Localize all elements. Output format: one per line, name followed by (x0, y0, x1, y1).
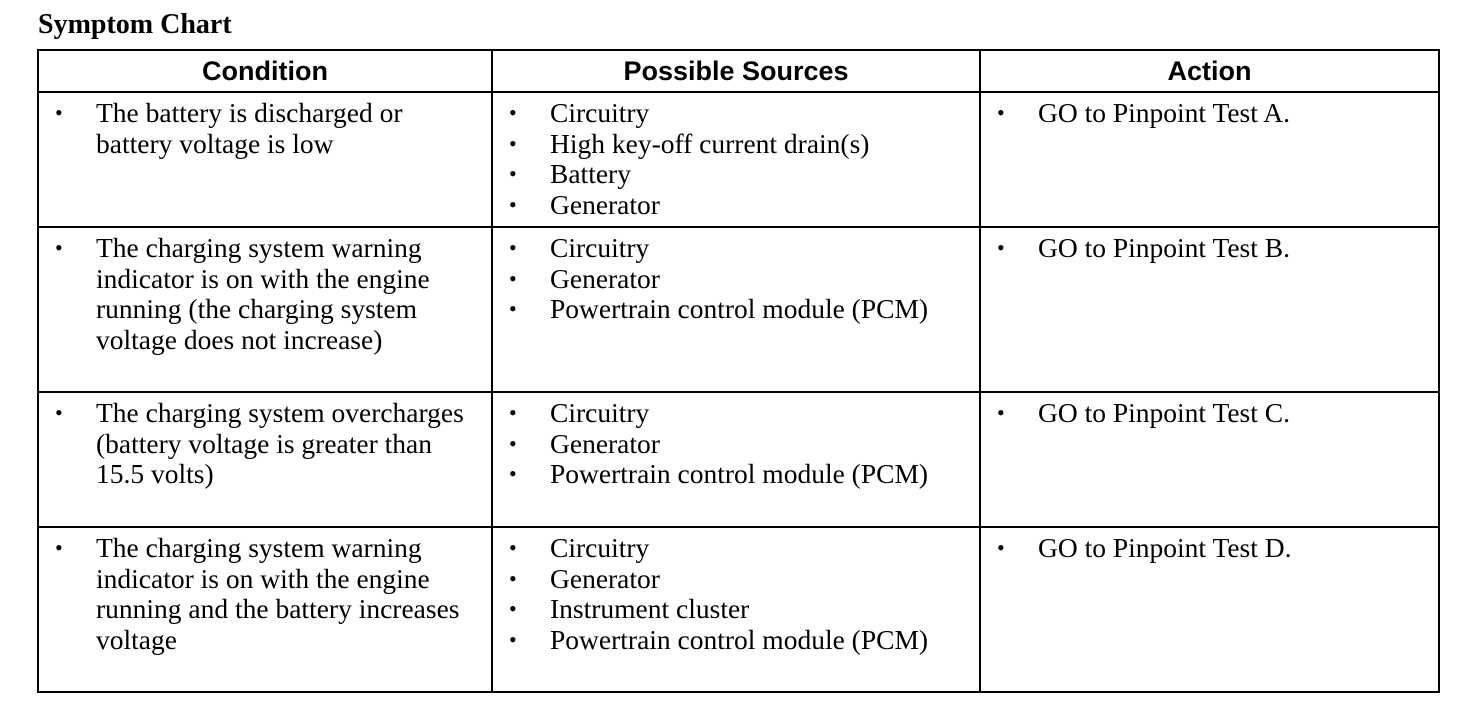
list-item (981, 398, 1430, 429)
list-item (493, 625, 971, 656)
source-text: Generator (550, 262, 660, 294)
list-item (39, 98, 483, 159)
source-text: Circuitry (550, 532, 650, 563)
condition-text: The battery is discharged or battery voltage is low (96, 97, 403, 159)
list-item (493, 398, 971, 429)
source-text: Powertrain control module (PCM) (550, 623, 929, 655)
list-item (39, 398, 483, 490)
bullet-icon: • (55, 400, 63, 425)
action-text: GO to Pinpoint Test C. (1038, 397, 1290, 428)
action-text: GO to Pinpoint Test B. (1038, 232, 1290, 263)
source-text: Powertrain control module (PCM) (550, 458, 929, 489)
table-row (38, 227, 1439, 392)
source-text: Generator (550, 188, 660, 220)
source-text: Circuitry (550, 397, 650, 428)
bullet-icon: • (997, 235, 1005, 260)
source-text: Generator (550, 427, 660, 459)
bullet-icon: • (55, 535, 63, 560)
action-cell (980, 392, 1439, 527)
table-row (38, 392, 1439, 527)
source-text: Instrument cluster (550, 593, 750, 624)
source-text: Circuitry (550, 97, 650, 128)
list-item (39, 533, 483, 655)
list-item (493, 294, 971, 325)
condition-text: The charging system overcharges (battery voltage is greater than 15.5 volts) (96, 397, 464, 489)
list-item (981, 233, 1430, 264)
sources-cell (492, 527, 980, 692)
list-item (493, 533, 971, 564)
table-row (38, 92, 1439, 227)
action-cell (980, 227, 1439, 392)
condition-cell (38, 527, 492, 692)
list-item (493, 564, 971, 595)
bullet-icon: • (509, 400, 517, 425)
list-item (493, 459, 971, 490)
bullet-icon: • (509, 130, 517, 156)
list-item (493, 129, 971, 160)
list-item (39, 233, 483, 355)
condition-cell (38, 227, 492, 392)
bullet-icon: • (509, 235, 517, 260)
bullet-icon: • (509, 265, 517, 291)
header-condition: Condition (38, 50, 492, 92)
bullet-icon: • (509, 430, 517, 456)
bullet-icon: • (509, 565, 517, 591)
sources-cell (492, 227, 980, 392)
action-text: GO to Pinpoint Test A. (1038, 97, 1290, 128)
list-item (493, 98, 971, 129)
source-text: High key-off current drain(s) (550, 127, 870, 159)
bullet-icon: • (509, 596, 517, 621)
list-item (493, 429, 971, 460)
source-text: Battery (550, 158, 631, 189)
sources-cell (492, 392, 980, 527)
action-cell (980, 527, 1439, 692)
bullet-icon: • (509, 296, 517, 321)
list-item (493, 233, 971, 264)
source-text: Circuitry (550, 232, 650, 263)
list-item (981, 98, 1430, 129)
bullet-icon: • (997, 535, 1005, 560)
bullet-icon: • (55, 100, 63, 125)
list-item (981, 533, 1430, 564)
list-item (493, 190, 971, 221)
bullet-icon: • (509, 100, 517, 125)
condition-cell (38, 392, 492, 527)
table-row (38, 527, 1439, 692)
bullet-icon: • (509, 191, 517, 217)
list-item (493, 594, 971, 625)
bullet-icon: • (509, 461, 517, 486)
bullet-icon: • (509, 161, 517, 186)
action-cell (980, 92, 1439, 227)
bullet-icon: • (997, 400, 1005, 425)
bullet-icon: • (997, 100, 1005, 125)
header-possible-sources: Possible Sources (492, 50, 980, 92)
bullet-icon: • (55, 235, 63, 260)
source-text: Powertrain control module (PCM) (550, 293, 929, 324)
bullet-icon: • (509, 626, 517, 652)
source-text: Generator (550, 562, 660, 594)
chart-title: Symptom Chart (38, 9, 232, 40)
header-row (38, 50, 1439, 92)
sources-cell (492, 92, 980, 227)
header-action: Action (980, 50, 1439, 92)
list-item (493, 264, 971, 295)
condition-cell (38, 92, 492, 227)
condition-text: The charging system warning indicator is on with the engine running and the battery increases voltage (96, 532, 460, 655)
list-item (493, 159, 971, 190)
bullet-icon: • (509, 535, 517, 560)
symptom-table (37, 49, 1440, 693)
condition-text: The charging system warning indicator is on with the engine running (the charging system voltage does not increase) (96, 232, 430, 355)
action-text: GO to Pinpoint Test D. (1038, 532, 1292, 563)
